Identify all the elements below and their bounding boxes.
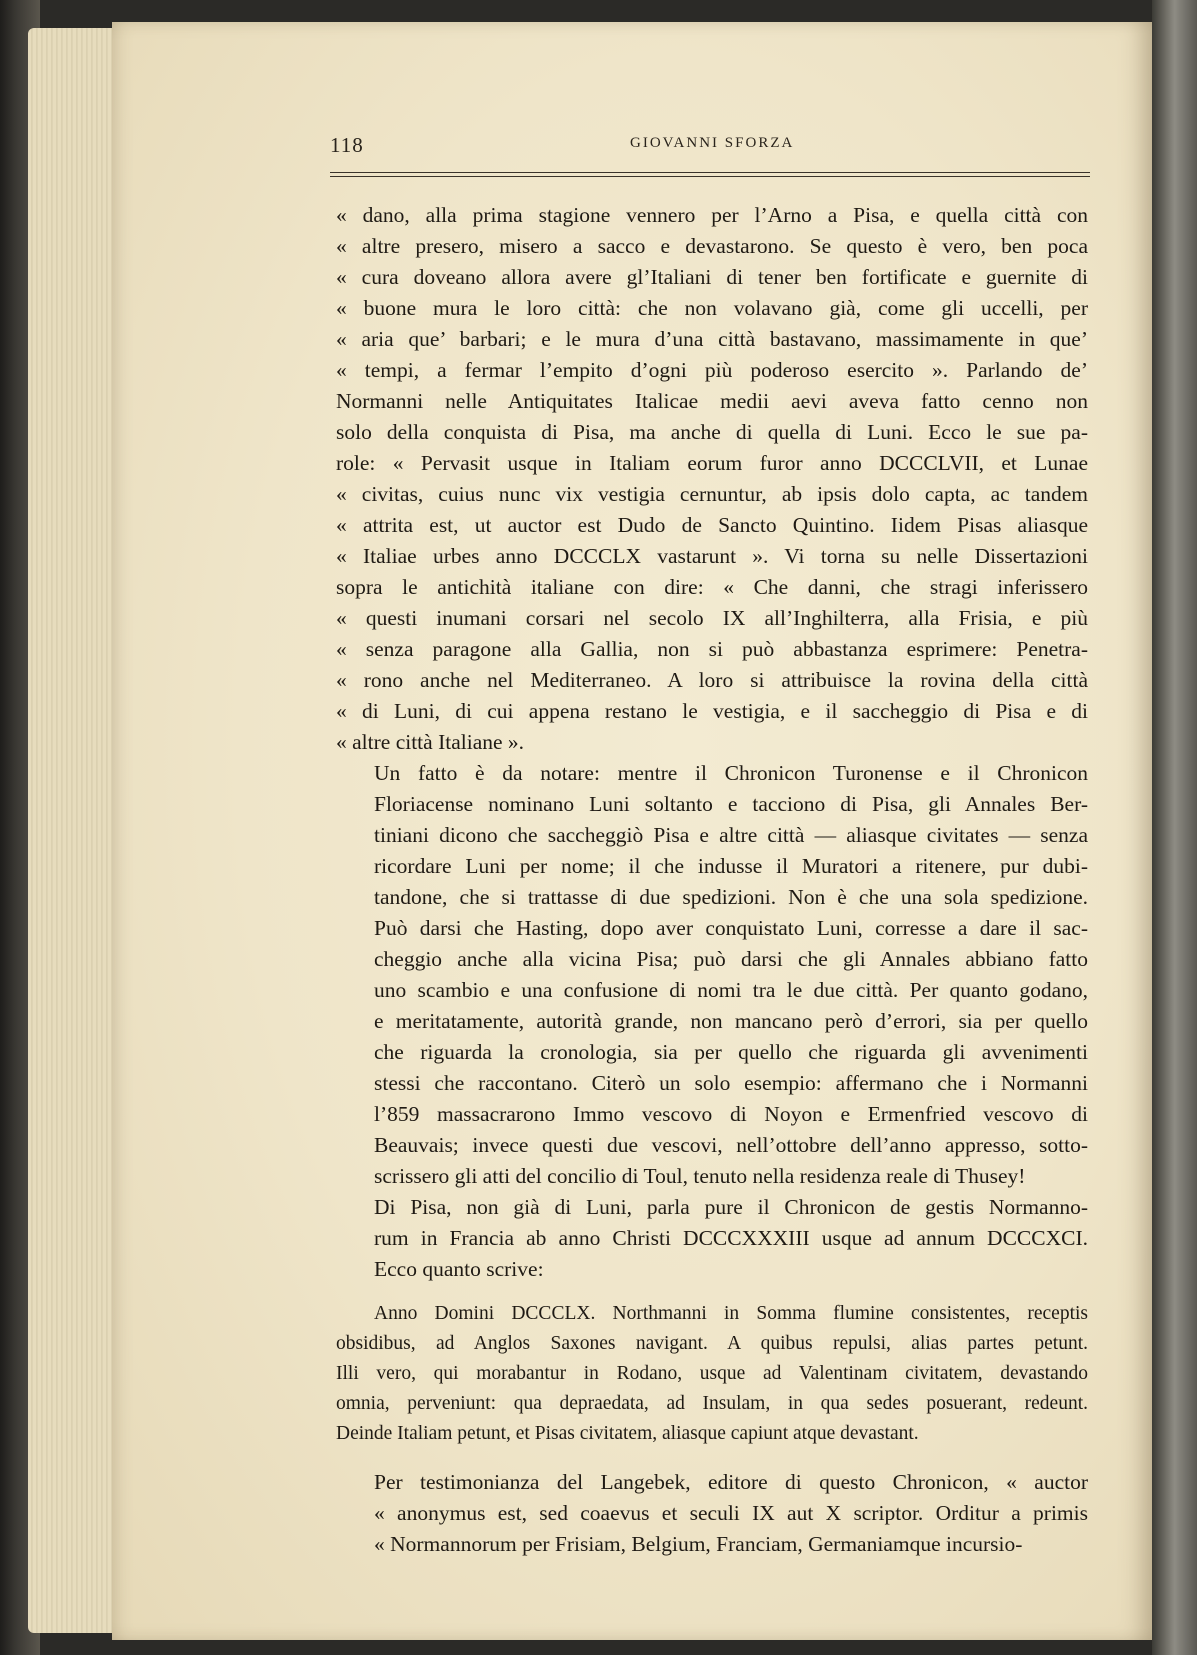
text-line: solo della conquista di Pisa, ma anche di quella di Luni. Ecco le sue pa- bbox=[336, 420, 1088, 444]
text-line: « buone mura le loro città: che non volavano già, come gli uccelli, per bbox=[336, 296, 1088, 320]
text-line: stessi che raccontano. Citerò un solo esempio: affermano che i Normanni bbox=[374, 1071, 1088, 1095]
text-line: Floriacense nominano Luni soltanto e tacciono di Pisa, gli Annales Ber- bbox=[374, 792, 1088, 816]
text-line: Un fatto è da notare: mentre il Chronicon Turonense e il Chronicon bbox=[374, 761, 1088, 785]
text-line: uno scambio e una confusione di nomi tra le due città. Per quanto godano, bbox=[374, 978, 1088, 1002]
paragraph-1 bbox=[336, 200, 1088, 758]
text-line: l’859 massacrarono Immo vescovo di Noyon e Ermenfried vescovo di bbox=[374, 1102, 1088, 1126]
paragraph-2 bbox=[336, 758, 1088, 1192]
header-rule-top bbox=[330, 172, 1090, 173]
text-line: « cura doveano allora avere gl’Italiani di tener ben fortificate e guernite di bbox=[336, 265, 1088, 289]
page-header bbox=[330, 133, 1090, 163]
text-line: sopra le antichità italiane con dire: « Che danni, che stragi inferissero bbox=[336, 575, 1088, 599]
text-line: rum in Francia ab anno Christi DCCCXXXIII usque ad annum DCCCXCI. bbox=[374, 1226, 1088, 1250]
text-line: role: « Pervasit usque in Italiam eorum furor anno DCCCLVII, et Lunae bbox=[336, 451, 1088, 475]
text-line: Deinde Italiam petunt, et Pisas civitatem, aliasque capiunt atque devastant. bbox=[336, 1423, 919, 1444]
text-line: Anno Domini DCCCLX. Northmanni in Somma flumine consistentes, receptis bbox=[374, 1303, 1088, 1324]
text-line: « tempi, a fermar l’empito d’ogni più poderoso esercito ». Parlando de’ bbox=[336, 358, 1088, 382]
text-line: Può darsi che Hasting, dopo aver conquistato Luni, corresse a dare il sac- bbox=[374, 916, 1088, 940]
text-line: « civitas, cuius nunc vix vestigia cernuntur, ab ipsis dolo capta, ac tandem bbox=[336, 482, 1088, 506]
text-line: Beauvais; invece questi due vescovi, nell’ottobre dell’anno appresso, sotto- bbox=[374, 1133, 1088, 1157]
text-line: « dano, alla prima stagione vennero per l’Arno a Pisa, e quella città con bbox=[336, 203, 1088, 227]
text-line: « altre città Italiane ». bbox=[336, 730, 525, 754]
paragraph-3 bbox=[336, 1192, 1088, 1285]
text-line: Normanni nelle Antiquitates Italicae medii aevi aveva fatto cenno non bbox=[336, 389, 1088, 413]
book-binding-right bbox=[1152, 0, 1197, 1655]
text-line: « di Luni, di cui appena restano le vestigia, e il saccheggio di Pisa e di bbox=[336, 699, 1088, 723]
text-line: Ecco quanto scrive: bbox=[374, 1257, 544, 1281]
text-line: tandone, che si trattasse di due spedizioni. Non è che una sola spedizione. bbox=[374, 885, 1088, 909]
latin-quotation bbox=[336, 1299, 1088, 1449]
text-line: « questi inumani corsari nel secolo IX all’Inghilterra, alla Frisia, e più bbox=[336, 606, 1088, 630]
text-line: Di Pisa, non già di Luni, parla pure il Chronicon de gestis Normanno- bbox=[374, 1195, 1088, 1219]
running-head: GIOVANNI SFORZA bbox=[630, 135, 795, 151]
page-number: 118 bbox=[330, 133, 364, 157]
paragraph-4 bbox=[336, 1467, 1088, 1560]
text-line: omnia, perveniunt: qua depraedata, ad Insulam, in qua sedes posuerant, redeunt. bbox=[336, 1393, 1088, 1414]
text-line: « aria que’ barbari; e le mura d’una città bastavano, massimamente in que’ bbox=[336, 327, 1088, 351]
text-line: tiniani dicono che saccheggiò Pisa e altre città — aliasque civitates — senza bbox=[374, 823, 1088, 847]
header-rule-bottom bbox=[330, 176, 1090, 177]
text-line: cheggio anche alla vicina Pisa; può darsi che gli Annales abbiano fatto bbox=[374, 947, 1088, 971]
body-text bbox=[336, 200, 1088, 1560]
text-line: « attrita est, ut auctor est Dudo de Sancto Quintino. Iidem Pisas aliasque bbox=[336, 513, 1088, 537]
text-line: « senza paragone alla Gallia, non si può abbastanza esprimere: Penetra- bbox=[336, 637, 1088, 661]
text-line: obsidibus, ad Anglos Saxones navigant. A quibus repulsi, alias partes petunt. bbox=[336, 1333, 1088, 1354]
text-line: scrissero gli atti del concilio di Toul, tenuto nella residenza reale di Thusey! bbox=[374, 1164, 1026, 1188]
text-line: e meritatamente, autorità grande, non mancano però d’errori, sia per quello bbox=[374, 1009, 1088, 1033]
text-line: « Normannorum per Frisiam, Belgium, Franciam, Germaniamque incursio- bbox=[374, 1532, 1023, 1556]
text-line: « rono anche nel Mediterraneo. A loro si attribuisce la rovina della città bbox=[336, 668, 1088, 692]
text-line: ricordare Luni per nome; il che indusse il Muratori a ritenere, pur dubi- bbox=[374, 854, 1088, 878]
text-line: « altre presero, misero a sacco e devastarono. Se questo è vero, ben poca bbox=[336, 234, 1088, 258]
text-line: Illi vero, qui morabantur in Rodano, usque ad Valentinam civitatem, devastando bbox=[336, 1363, 1088, 1384]
text-line: che riguarda la cronologia, sia per quello che riguarda gli avvenimenti bbox=[374, 1040, 1088, 1064]
text-line: « anonymus est, sed coaevus et seculi IX aut X scriptor. Orditur a primis bbox=[374, 1501, 1088, 1525]
text-line: « Italiae urbes anno DCCCLX vastarunt ». Vi torna su nelle Dissertazioni bbox=[336, 544, 1088, 568]
text-line: Per testimonianza del Langebek, editore di questo Chronicon, « auctor bbox=[374, 1470, 1088, 1494]
